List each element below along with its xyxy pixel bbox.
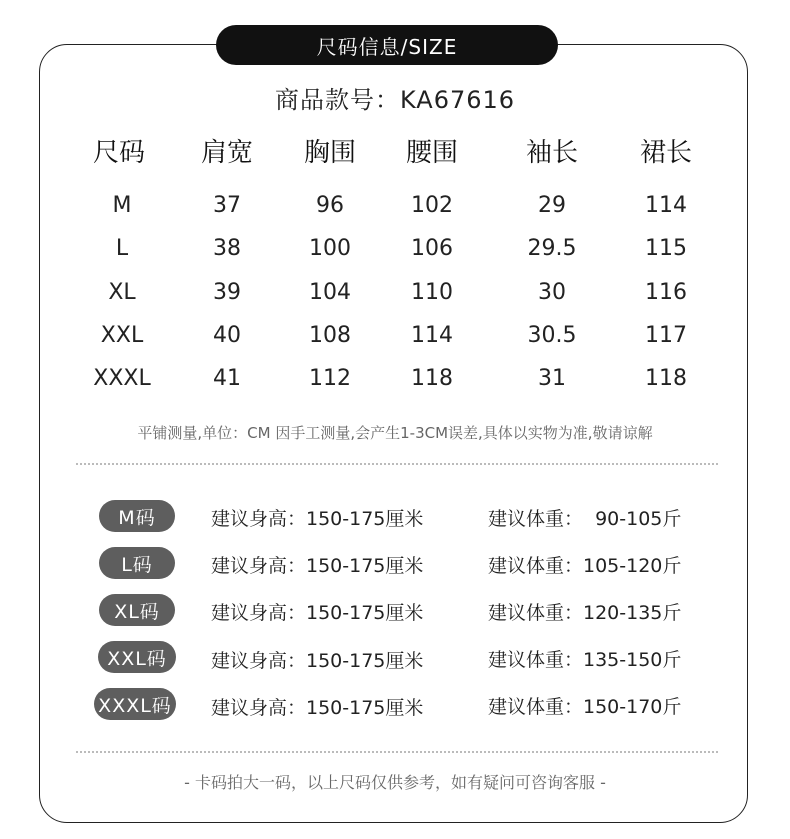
table-cell: 114 — [645, 193, 687, 218]
recommended-weight: 建议体重：120-135斤 — [488, 602, 682, 624]
product-code-line — [0, 80, 790, 115]
table-cell: 96 — [316, 193, 344, 218]
recommended-height: 建议身高：150-175厘米 — [211, 697, 424, 719]
recommended-weight: 建议体重：150-170斤 — [488, 696, 682, 718]
recommended-weight: 建议体重：135-150斤 — [488, 649, 682, 671]
table-cell: 29 — [538, 193, 566, 218]
table-cell: 38 — [213, 236, 241, 261]
table-cell: 108 — [309, 323, 351, 348]
table-cell: 118 — [411, 366, 453, 391]
measurement-note: 平铺测量,单位：CM 因手工测量,会产生1-3CM误差,具体以实物为准,敬请谅解 — [137, 424, 653, 442]
column-header-shoulder: 肩宽 — [200, 138, 254, 168]
column-header-sleeve: 袖长 — [525, 138, 579, 168]
size-pill: M码 — [99, 500, 175, 532]
table-cell: 29.5 — [527, 236, 577, 261]
size-pill: XXL码 — [98, 641, 176, 673]
recommended-height: 建议身高：150-175厘米 — [211, 602, 424, 624]
size-pill: L码 — [99, 547, 175, 579]
table-cell: 37 — [213, 193, 241, 218]
table-cell: 41 — [213, 366, 241, 391]
size-pill: XXXL码 — [94, 688, 176, 720]
table-cell-size: XXL — [100, 323, 144, 348]
size-pill: XL码 — [99, 594, 175, 626]
size-info-header — [216, 25, 558, 65]
table-cell: 102 — [411, 193, 453, 218]
table-cell: 40 — [213, 323, 241, 348]
table-cell: 112 — [309, 366, 351, 391]
table-cell: 100 — [309, 236, 351, 261]
dotted-divider — [76, 463, 718, 465]
table-cell: 118 — [645, 366, 687, 391]
table-cell: 116 — [645, 280, 687, 305]
header-title: 尺码信息/SIZE — [316, 34, 458, 59]
table-cell-size: XL — [108, 280, 136, 305]
column-header-length: 裙长 — [639, 138, 693, 168]
recommended-height: 建议身高：150-175厘米 — [211, 650, 424, 672]
table-cell: 30 — [538, 280, 566, 305]
table-cell: 104 — [309, 280, 351, 305]
column-header-bust: 胸围 — [303, 138, 357, 168]
table-cell: 115 — [645, 236, 687, 261]
recommended-weight: 建议体重： 90-105斤 — [488, 508, 682, 530]
table-cell: 30.5 — [527, 323, 577, 348]
footer-note: - 卡码拍大一码，以上尺码仅供参考，如有疑问可咨询客服 - — [184, 773, 606, 792]
product-code: KA67616 — [399, 86, 516, 114]
table-cell-size: L — [115, 236, 129, 261]
table-cell-size: M — [112, 193, 132, 218]
column-header-size: 尺码 — [92, 138, 146, 168]
recommended-height: 建议身高：150-175厘米 — [211, 508, 424, 530]
table-cell-size: XXXL — [93, 366, 151, 391]
product-code-label: 商品款号： — [274, 86, 400, 114]
table-cell: 31 — [538, 366, 566, 391]
table-cell: 106 — [411, 236, 453, 261]
table-cell: 39 — [213, 280, 241, 305]
table-cell: 114 — [411, 323, 453, 348]
table-cell: 110 — [411, 280, 453, 305]
recommended-height: 建议身高：150-175厘米 — [211, 555, 424, 577]
recommended-weight: 建议体重：105-120斤 — [488, 555, 682, 577]
table-cell: 117 — [645, 323, 687, 348]
column-header-waist: 腰围 — [405, 138, 459, 168]
dotted-divider — [76, 751, 718, 753]
